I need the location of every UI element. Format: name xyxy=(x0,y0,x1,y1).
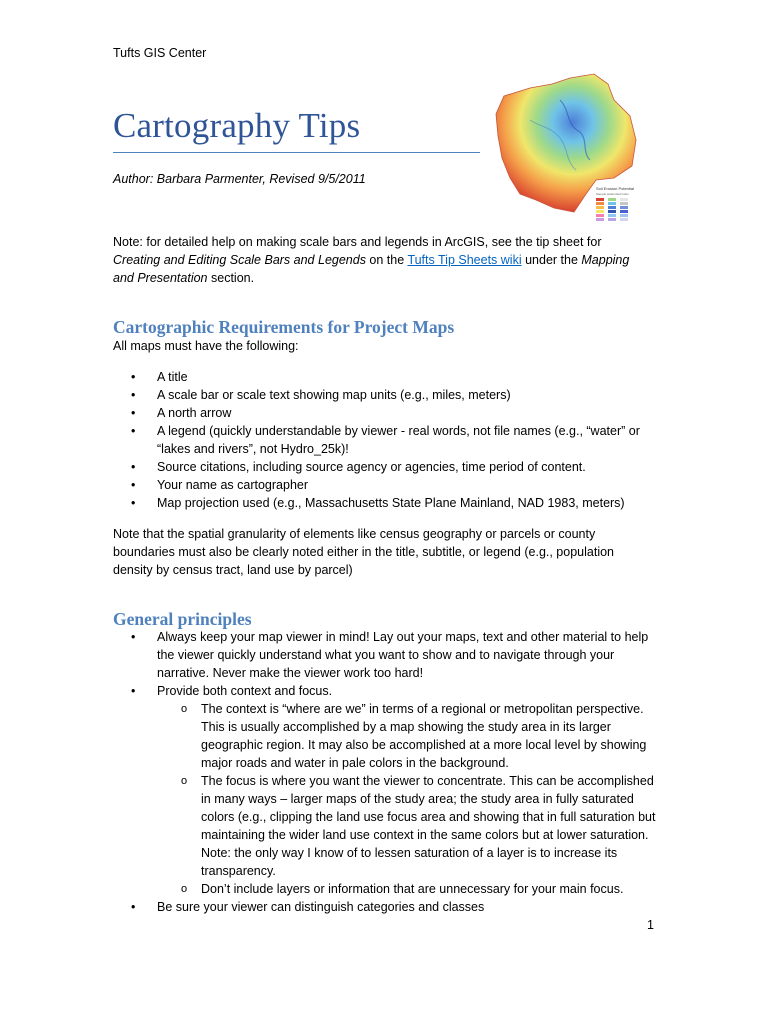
list-item: • A legend (quickly understandable by viewer - real words, not file names (e.g., “water” or “lakes and rivers”, not Hydro_25k)! xyxy=(131,424,640,456)
title-underline xyxy=(113,152,480,153)
sub-list-item: o Don’t include layers or information that are unnecessary for your main focus. xyxy=(181,882,624,896)
bullet-icon: • xyxy=(131,388,136,402)
page-number: 1 xyxy=(647,918,654,932)
tip-sheets-wiki-link[interactable]: Tufts Tip Sheets wiki xyxy=(407,253,522,267)
list-item: • Be sure your viewer can distinguish categories and classes xyxy=(131,900,485,914)
requirements-list xyxy=(113,368,673,512)
bullet-icon: • xyxy=(131,460,136,474)
list-item: • A title xyxy=(131,370,188,384)
general-principles-list xyxy=(113,628,658,916)
note-paragraph xyxy=(113,233,643,287)
list-item: • A scale bar or scale text showing map units (e.g., miles, meters) xyxy=(131,388,511,402)
note-text-prefix: Note: for detailed help on making scale bars and legends in ArcGIS, see the tip sheet for xyxy=(113,235,602,249)
sub-list-item: o The focus is where you want the viewer to concentrate. This can be accomplished in many ways – larger maps of the study area; the study area in fully saturated colors (e.g., clipping the land use focus area and showing that in full saturation but maintaining the wider land use context in the same colors but at lower saturation. Note: the only way I know of to lessen saturation of a layer is to increase its transparency. xyxy=(181,774,656,878)
running-header: Tufts GIS Center xyxy=(113,46,207,60)
context-focus-sublist xyxy=(157,700,658,898)
author-line: Author: Barbara Parmenter, Revised 9/5/2011 xyxy=(113,172,366,186)
list-item: • Source citations, including source agency or agencies, time period of content. xyxy=(131,460,586,474)
granularity-note: Note that the spatial granularity of elements like census geography or parcels or county boundaries must also be clearly noted either in the title, subtitle, or legend (e.g., population density by census tract, land use by parcel) xyxy=(113,527,615,577)
list-item: • Your name as cartographer xyxy=(131,478,309,492)
hollow-bullet-icon: o xyxy=(181,883,188,895)
page-title: Cartography Tips xyxy=(113,106,361,145)
map-legend-title: Soil Erosion Potential xyxy=(596,186,635,191)
map-legend xyxy=(596,186,634,221)
list-item: • Always keep your map viewer in mind! Lay out your maps, text and other material to help the viewer quickly understand what you want to show and to navigate through your narrative. Never make the viewer work too hard! xyxy=(131,630,649,680)
map-thumbnail xyxy=(490,70,650,230)
map-legend-subtitle: Sample watershed index xyxy=(596,192,629,196)
bullet-icon: • xyxy=(131,424,136,438)
requirements-heading: Cartographic Requirements for Project Maps xyxy=(113,317,455,337)
bullet-icon: • xyxy=(131,900,136,914)
general-principles-heading: General principles xyxy=(113,609,252,629)
bullet-icon: • xyxy=(131,630,136,644)
list-item: • Map projection used (e.g., Massachusetts State Plane Mainland, NAD 1983, meters) xyxy=(131,496,625,510)
list-item: • Provide both context and focus. o The context is “where are we” in terms of a regional or metropolitan perspective. This is usually accomplished by a map showing the study area in its larger geographic region. It may also be accomplished at a more local level by showing major roads and water in pale colors in the background. o The focus is where you want the viewer to concentrate. This can be accomplished in many ways – larger maps of the study area; the study area in fully saturated colors (e.g., clipping the land use focus area and showing that in full saturation but maintaining the wider land use context in the same colors but at lower saturation. Note: the only way I know of to lessen saturation of a layer is to increase its transparency. o Don’t include layers or information that are unnecessary for your main focus. xyxy=(113,682,658,898)
note-text-middle: on the xyxy=(365,253,408,267)
bullet-icon: • xyxy=(131,406,136,420)
note-text-under: under the xyxy=(521,253,582,267)
note-text-suffix: section. xyxy=(207,271,255,285)
bullet-icon: • xyxy=(131,496,136,510)
hollow-bullet-icon: o xyxy=(181,775,188,787)
sub-list-item: o The context is “where are we” in terms of a regional or metropolitan perspective. This is usually accomplished by a map showing the study area in its larger geographic region. It may also be accomplished at a more local level by showing major roads and water in pale colors in the background. xyxy=(181,702,647,770)
requirements-intro: All maps must have the following: xyxy=(113,339,299,353)
note-section-name: Mapping and Presentation xyxy=(113,253,630,285)
hollow-bullet-icon: o xyxy=(181,703,188,715)
bullet-icon: • xyxy=(131,478,136,492)
bullet-icon: • xyxy=(131,370,136,384)
note-doc-title: Creating and Editing Scale Bars and Legends xyxy=(113,253,366,267)
bullet-icon: • xyxy=(131,684,136,698)
list-item: • A north arrow xyxy=(131,406,232,420)
